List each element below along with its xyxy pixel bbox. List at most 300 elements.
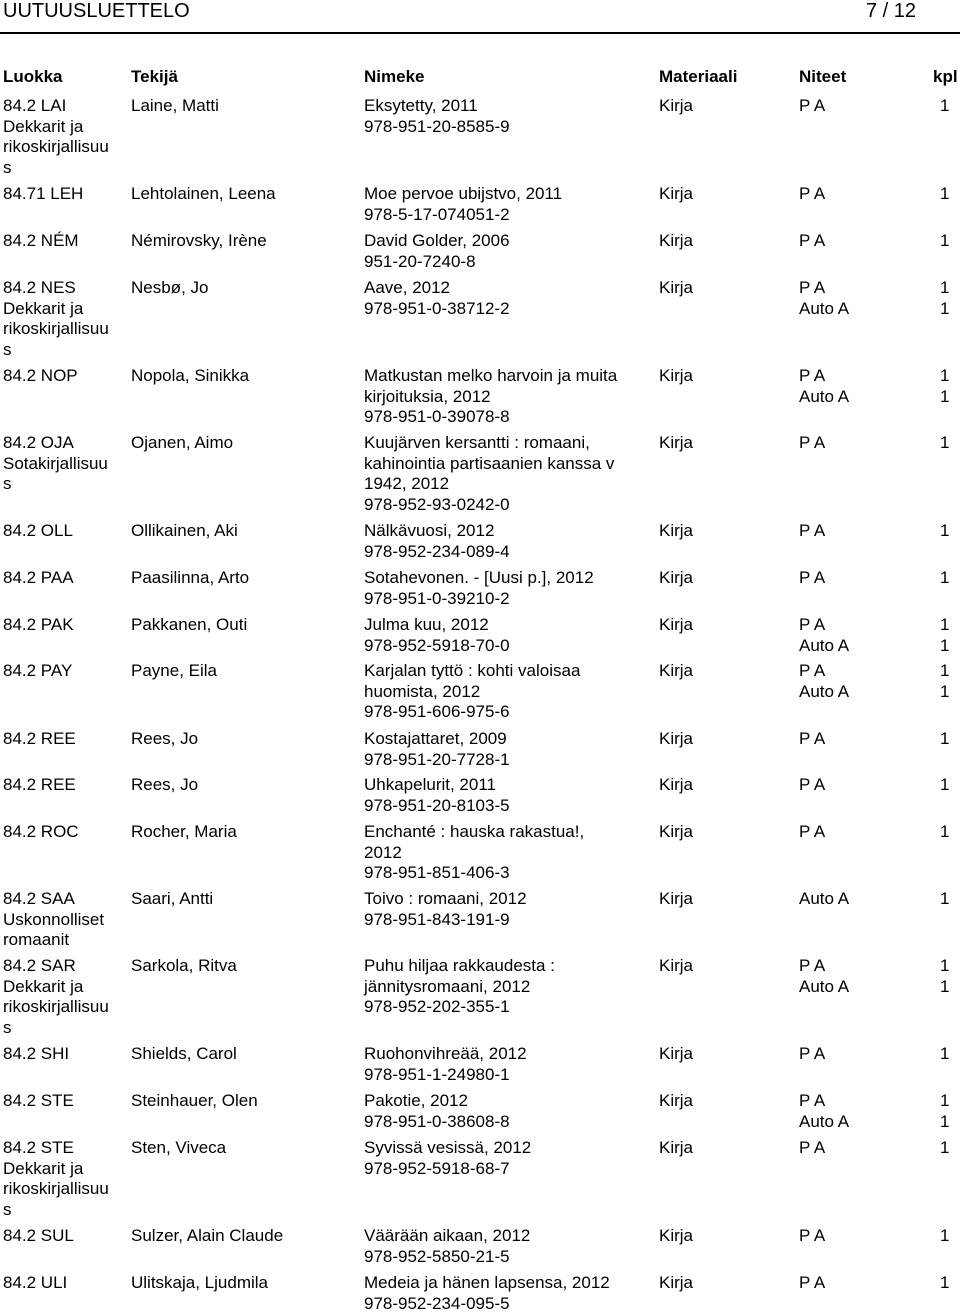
entry-title bbox=[364, 956, 555, 1018]
entry-copies: 1 bbox=[940, 956, 958, 977]
entry-title-line: kirjoituksia, 2012 bbox=[364, 387, 617, 408]
entry-class-line: rikoskirjallisuu bbox=[3, 319, 128, 340]
entry-class-line: 84.2 SHI bbox=[3, 1044, 128, 1065]
entry-count bbox=[940, 729, 958, 750]
entry-author-name: Payne, Eila bbox=[131, 661, 217, 682]
entry-count bbox=[940, 661, 958, 702]
entry-author bbox=[131, 231, 267, 252]
entry-title bbox=[364, 184, 562, 225]
entry-location: Auto A bbox=[799, 299, 919, 320]
entry-class bbox=[3, 433, 128, 495]
entry-author-name: Rocher, Maria bbox=[131, 822, 237, 843]
entry-class-line: 84.2 OLL bbox=[3, 521, 128, 542]
entry-material bbox=[659, 278, 693, 299]
entry-class-line: 84.2 REE bbox=[3, 729, 128, 750]
entry-notes bbox=[799, 661, 919, 702]
entry-material-value: Kirja bbox=[659, 956, 693, 977]
entry-location: P A bbox=[799, 96, 919, 117]
entry-location: P A bbox=[799, 521, 919, 542]
entry-class-line: 84.2 PAY bbox=[3, 661, 128, 682]
entry-notes bbox=[799, 615, 919, 656]
entry-class bbox=[3, 775, 128, 796]
entry-material-value: Kirja bbox=[659, 231, 693, 252]
entry-material bbox=[659, 1273, 693, 1294]
entry-location: P A bbox=[799, 1273, 919, 1294]
entry-copies: 1 bbox=[940, 977, 958, 998]
entry-author bbox=[131, 822, 237, 843]
entry-title bbox=[364, 1044, 527, 1085]
entry-material bbox=[659, 775, 693, 796]
entry-copies: 1 bbox=[940, 1112, 958, 1133]
entry-copies: 1 bbox=[940, 682, 958, 703]
entry-notes bbox=[799, 822, 919, 843]
entry-author bbox=[131, 1091, 258, 1112]
entry-class bbox=[3, 568, 128, 589]
entry-title bbox=[364, 822, 584, 884]
entry-class-line: s bbox=[3, 340, 128, 361]
entry-notes bbox=[799, 1138, 919, 1159]
entry-author-name: Sarkola, Ritva bbox=[131, 956, 237, 977]
entry-notes bbox=[799, 96, 919, 117]
entry-material bbox=[659, 1044, 693, 1065]
entry-location: P A bbox=[799, 1044, 919, 1065]
entry-copies: 1 bbox=[940, 299, 958, 320]
entry-class-line: Dekkarit ja bbox=[3, 977, 128, 998]
entry-author bbox=[131, 1273, 268, 1294]
entry-material-value: Kirja bbox=[659, 278, 693, 299]
entry-title-line: kahinointia partisaanien kanssa v bbox=[364, 454, 614, 475]
entry-title bbox=[364, 521, 510, 562]
entry-location: P A bbox=[799, 568, 919, 589]
entry-copies: 1 bbox=[940, 636, 958, 657]
entry-author-name: Ollikainen, Aki bbox=[131, 521, 238, 542]
entry-author bbox=[131, 521, 238, 542]
entry-title-line: 978-952-5918-70-0 bbox=[364, 636, 510, 657]
entry-notes bbox=[799, 433, 919, 454]
entry-count bbox=[940, 96, 958, 117]
entry-material bbox=[659, 96, 693, 117]
entry-class-line: s bbox=[3, 1018, 128, 1039]
entry-class-line: 84.2 ULI bbox=[3, 1273, 128, 1294]
entry-title-line: Medeia ja hänen lapsensa, 2012 bbox=[364, 1273, 610, 1294]
entry-copies: 1 bbox=[940, 889, 958, 910]
entry-title-line: Moe pervoe ubijstvo, 2011 bbox=[364, 184, 562, 205]
entry-class bbox=[3, 1226, 128, 1247]
entry-author-name: Ulitskaja, Ljudmila bbox=[131, 1273, 268, 1294]
entry-class bbox=[3, 661, 128, 682]
entry-class-line: s bbox=[3, 1200, 128, 1221]
entry-material-value: Kirja bbox=[659, 775, 693, 796]
entry-author-name: Steinhauer, Olen bbox=[131, 1091, 258, 1112]
entry-class-line: rikoskirjallisuu bbox=[3, 1179, 128, 1200]
column-header-title: Nimeke bbox=[364, 67, 424, 87]
entry-class-line: rikoskirjallisuu bbox=[3, 997, 128, 1018]
entry-location: P A bbox=[799, 433, 919, 454]
entry-location: P A bbox=[799, 1226, 919, 1247]
entry-author bbox=[131, 956, 237, 977]
entry-copies: 1 bbox=[940, 184, 958, 205]
entry-material-value: Kirja bbox=[659, 433, 693, 454]
entry-title-line: 1942, 2012 bbox=[364, 474, 614, 495]
entry-location: P A bbox=[799, 822, 919, 843]
entry-count bbox=[940, 568, 958, 589]
entry-copies: 1 bbox=[940, 1138, 958, 1159]
entry-location: P A bbox=[799, 231, 919, 252]
entry-title bbox=[364, 568, 594, 609]
entry-title-line: 978-951-843-191-9 bbox=[364, 910, 527, 931]
entry-title-line: 2012 bbox=[364, 843, 584, 864]
entry-title-line: Syvissä vesissä, 2012 bbox=[364, 1138, 531, 1159]
entry-author bbox=[131, 661, 217, 682]
entry-author-name: Sten, Viveca bbox=[131, 1138, 226, 1159]
entry-class-line: 84.2 SAR bbox=[3, 956, 128, 977]
entry-material-value: Kirja bbox=[659, 729, 693, 750]
entry-title-line: Toivo : romaani, 2012 bbox=[364, 889, 527, 910]
entry-notes bbox=[799, 729, 919, 750]
entry-author bbox=[131, 1138, 226, 1159]
entry-location: P A bbox=[799, 1138, 919, 1159]
entry-count bbox=[940, 521, 958, 542]
entry-material bbox=[659, 521, 693, 542]
entry-location: Auto A bbox=[799, 977, 919, 998]
entry-class-line: 84.2 STE bbox=[3, 1138, 128, 1159]
entry-title-line: Julma kuu, 2012 bbox=[364, 615, 510, 636]
entry-title-line: 978-952-93-0242-0 bbox=[364, 495, 614, 516]
page-header bbox=[0, 0, 960, 32]
entry-author bbox=[131, 184, 276, 205]
entry-material bbox=[659, 231, 693, 252]
entry-title bbox=[364, 661, 580, 723]
entry-title-line: Uhkapelurit, 2011 bbox=[364, 775, 510, 796]
entry-class bbox=[3, 1138, 128, 1220]
entry-material bbox=[659, 729, 693, 750]
entry-count bbox=[940, 184, 958, 205]
entry-copies: 1 bbox=[940, 568, 958, 589]
entry-location: P A bbox=[799, 729, 919, 750]
entry-title-line: Ruohonvihreää, 2012 bbox=[364, 1044, 527, 1065]
entry-title-line: 978-951-1-24980-1 bbox=[364, 1065, 527, 1086]
entry-title bbox=[364, 366, 617, 428]
entry-copies: 1 bbox=[940, 387, 958, 408]
entry-title bbox=[364, 1091, 510, 1132]
entry-material bbox=[659, 433, 693, 454]
entry-copies: 1 bbox=[940, 1226, 958, 1247]
entry-title bbox=[364, 775, 510, 816]
entry-count bbox=[940, 1226, 958, 1247]
entry-copies: 1 bbox=[940, 366, 958, 387]
entry-notes bbox=[799, 184, 919, 205]
entry-class-line: Dekkarit ja bbox=[3, 117, 128, 138]
entry-class-line: 84.2 ROC bbox=[3, 822, 128, 843]
entry-class bbox=[3, 956, 128, 1038]
entry-class bbox=[3, 96, 128, 178]
column-header-class: Luokka bbox=[3, 67, 63, 87]
entry-copies: 1 bbox=[940, 278, 958, 299]
entry-title-line: 978-951-0-38608-8 bbox=[364, 1112, 510, 1133]
entry-material-value: Kirja bbox=[659, 822, 693, 843]
entry-author bbox=[131, 96, 219, 117]
entry-title-line: 978-952-234-095-5 bbox=[364, 1294, 610, 1314]
entry-class bbox=[3, 521, 128, 542]
entry-location: P A bbox=[799, 1091, 919, 1112]
entry-material bbox=[659, 184, 693, 205]
entry-copies: 1 bbox=[940, 231, 958, 252]
entry-material-value: Kirja bbox=[659, 366, 693, 387]
entry-author-name: Pakkanen, Outi bbox=[131, 615, 247, 636]
entry-class-line: 84.2 REE bbox=[3, 775, 128, 796]
entry-notes bbox=[799, 775, 919, 796]
column-header-author: Tekijä bbox=[131, 67, 178, 87]
entry-class-line: s bbox=[3, 474, 128, 495]
entry-material-value: Kirja bbox=[659, 1044, 693, 1065]
entry-location: P A bbox=[799, 775, 919, 796]
entry-count bbox=[940, 366, 958, 407]
entry-material bbox=[659, 1226, 693, 1247]
entry-class-line: 84.71 LEH bbox=[3, 184, 128, 205]
entry-count bbox=[940, 822, 958, 843]
entry-title-line: Pakotie, 2012 bbox=[364, 1091, 510, 1112]
entry-notes bbox=[799, 1273, 919, 1294]
entry-notes bbox=[799, 956, 919, 997]
entry-class-line: 84.2 NES bbox=[3, 278, 128, 299]
entry-material bbox=[659, 366, 693, 387]
entry-material-value: Kirja bbox=[659, 96, 693, 117]
entry-class bbox=[3, 1044, 128, 1065]
entry-title-line: 978-5-17-074051-2 bbox=[364, 205, 562, 226]
page-number: 7 / 12 bbox=[866, 0, 916, 22]
entry-material bbox=[659, 1138, 693, 1159]
entry-class-line: 84.2 PAA bbox=[3, 568, 128, 589]
column-header-count: kpl bbox=[933, 67, 958, 87]
entry-class-line: s bbox=[3, 158, 128, 179]
entry-title-line: Puhu hiljaa rakkaudesta : bbox=[364, 956, 555, 977]
entry-count bbox=[940, 231, 958, 252]
entry-material-value: Kirja bbox=[659, 1091, 693, 1112]
entry-class bbox=[3, 231, 128, 252]
entry-copies: 1 bbox=[940, 615, 958, 636]
entry-material-value: Kirja bbox=[659, 1138, 693, 1159]
entry-material-value: Kirja bbox=[659, 1273, 693, 1294]
entry-title-line: 978-952-234-089-4 bbox=[364, 542, 510, 563]
entry-author bbox=[131, 366, 249, 387]
entry-title-line: Eksytetty, 2011 bbox=[364, 96, 510, 117]
entry-title-line: 978-951-606-975-6 bbox=[364, 702, 580, 723]
entry-author bbox=[131, 615, 247, 636]
entry-class bbox=[3, 729, 128, 750]
entry-class-line: 84.2 NÉM bbox=[3, 231, 128, 252]
entry-author bbox=[131, 278, 208, 299]
entry-material bbox=[659, 568, 693, 589]
entry-author bbox=[131, 889, 213, 910]
entry-material-value: Kirja bbox=[659, 568, 693, 589]
entry-class-line: 84.2 NOP bbox=[3, 366, 128, 387]
entry-location: P A bbox=[799, 661, 919, 682]
entry-material bbox=[659, 1091, 693, 1112]
entry-material-value: Kirja bbox=[659, 615, 693, 636]
entry-count bbox=[940, 433, 958, 454]
entry-title bbox=[364, 889, 527, 930]
entry-class bbox=[3, 278, 128, 360]
entry-class bbox=[3, 1091, 128, 1112]
entry-count bbox=[940, 1044, 958, 1065]
entry-count bbox=[940, 278, 958, 319]
entry-title-line: Kostajattaret, 2009 bbox=[364, 729, 510, 750]
entry-title-line: huomista, 2012 bbox=[364, 682, 580, 703]
entry-material-value: Kirja bbox=[659, 889, 693, 910]
entry-copies: 1 bbox=[940, 1091, 958, 1112]
entry-notes bbox=[799, 278, 919, 319]
entry-author bbox=[131, 1044, 237, 1065]
entry-material bbox=[659, 889, 693, 910]
entry-title-line: Kuujärven kersantti : romaani, bbox=[364, 433, 614, 454]
entry-title-line: 978-952-5850-21-5 bbox=[364, 1247, 530, 1268]
entry-title-line: 978-951-20-7728-1 bbox=[364, 750, 510, 771]
entry-notes bbox=[799, 889, 919, 910]
entry-copies: 1 bbox=[940, 521, 958, 542]
entry-class bbox=[3, 366, 128, 387]
entry-count bbox=[940, 889, 958, 910]
entry-title-line: Karjalan tyttö : kohti valoisaa bbox=[364, 661, 580, 682]
entry-author-name: Saari, Antti bbox=[131, 889, 213, 910]
entry-copies: 1 bbox=[940, 96, 958, 117]
entry-notes bbox=[799, 231, 919, 252]
entry-class-line: Dekkarit ja bbox=[3, 1159, 128, 1180]
entry-copies: 1 bbox=[940, 433, 958, 454]
entry-author-name: Laine, Matti bbox=[131, 96, 219, 117]
entry-location: Auto A bbox=[799, 889, 919, 910]
entry-title-line: 978-952-202-355-1 bbox=[364, 997, 555, 1018]
entry-author bbox=[131, 775, 198, 796]
entry-author-name: Rees, Jo bbox=[131, 775, 198, 796]
entry-title bbox=[364, 1273, 610, 1314]
entry-class-line: Dekkarit ja bbox=[3, 299, 128, 320]
entry-title bbox=[364, 615, 510, 656]
entry-title-line: Sotahevonen. - [Uusi p.], 2012 bbox=[364, 568, 594, 589]
entry-copies: 1 bbox=[940, 729, 958, 750]
entry-title-line: Aave, 2012 bbox=[364, 278, 510, 299]
entry-title-line: 978-951-20-8585-9 bbox=[364, 117, 510, 138]
entry-class bbox=[3, 1273, 128, 1294]
entry-notes bbox=[799, 521, 919, 542]
column-header-notes: Niteet bbox=[799, 67, 846, 87]
entry-class bbox=[3, 889, 128, 951]
entry-title bbox=[364, 729, 510, 770]
entry-title-line: 978-951-0-39210-2 bbox=[364, 589, 594, 610]
entry-class-line: Uskonnolliset bbox=[3, 910, 128, 931]
entry-copies: 1 bbox=[940, 822, 958, 843]
entry-location: P A bbox=[799, 615, 919, 636]
entry-title-line: Enchanté : hauska rakastua!, bbox=[364, 822, 584, 843]
entry-location: Auto A bbox=[799, 1112, 919, 1133]
entry-title-line: 978-951-0-38712-2 bbox=[364, 299, 510, 320]
entry-material-value: Kirja bbox=[659, 184, 693, 205]
entry-title-line: 978-951-20-8103-5 bbox=[364, 796, 510, 817]
entry-location: P A bbox=[799, 366, 919, 387]
entry-class bbox=[3, 184, 128, 205]
entry-class-line: romaanit bbox=[3, 930, 128, 951]
entry-class-line: 84.2 SUL bbox=[3, 1226, 128, 1247]
entry-author-name: Sulzer, Alain Claude bbox=[131, 1226, 283, 1247]
entry-title-line: jännitysromaani, 2012 bbox=[364, 977, 555, 998]
entry-notes bbox=[799, 1044, 919, 1065]
entry-title bbox=[364, 1138, 531, 1179]
entry-count bbox=[940, 1273, 958, 1294]
entry-author-name: Lehtolainen, Leena bbox=[131, 184, 276, 205]
entry-class-line: 84.2 STE bbox=[3, 1091, 128, 1112]
entry-material-value: Kirja bbox=[659, 1226, 693, 1247]
entry-location: P A bbox=[799, 278, 919, 299]
page-title: UUTUUSLUETTELO bbox=[3, 0, 190, 22]
entry-material-value: Kirja bbox=[659, 521, 693, 542]
entry-author-name: Némirovsky, Irène bbox=[131, 231, 267, 252]
entry-author-name: Nopola, Sinikka bbox=[131, 366, 249, 387]
entry-title-line: Matkustan melko harvoin ja muita bbox=[364, 366, 617, 387]
entry-title-line: Nälkävuosi, 2012 bbox=[364, 521, 510, 542]
entry-author-name: Paasilinna, Arto bbox=[131, 568, 249, 589]
entry-count bbox=[940, 956, 958, 997]
entry-title-line: 978-951-0-39078-8 bbox=[364, 407, 617, 428]
entry-location: Auto A bbox=[799, 682, 919, 703]
entry-author bbox=[131, 433, 233, 454]
entry-title bbox=[364, 1226, 530, 1267]
entry-location: P A bbox=[799, 956, 919, 977]
entry-title-line: Väärään aikaan, 2012 bbox=[364, 1226, 530, 1247]
entry-class bbox=[3, 615, 128, 636]
entry-title-line: 978-952-5918-68-7 bbox=[364, 1159, 531, 1180]
entry-count bbox=[940, 615, 958, 656]
entry-material bbox=[659, 956, 693, 977]
entry-material-value: Kirja bbox=[659, 661, 693, 682]
header-divider bbox=[0, 32, 960, 34]
entry-count bbox=[940, 1138, 958, 1159]
entry-title bbox=[364, 278, 510, 319]
entry-class bbox=[3, 822, 128, 843]
column-header-material: Materiaali bbox=[659, 67, 737, 87]
entry-title-line: David Golder, 2006 bbox=[364, 231, 510, 252]
entry-title-line: 951-20-7240-8 bbox=[364, 252, 510, 273]
entry-material bbox=[659, 822, 693, 843]
entry-class-line: rikoskirjallisuu bbox=[3, 137, 128, 158]
entry-author-name: Nesbø, Jo bbox=[131, 278, 208, 299]
entry-title-line: 978-951-851-406-3 bbox=[364, 863, 584, 884]
entry-count bbox=[940, 775, 958, 796]
entry-notes bbox=[799, 366, 919, 407]
entry-title bbox=[364, 433, 614, 515]
entry-material bbox=[659, 661, 693, 682]
entry-author bbox=[131, 1226, 283, 1247]
entry-author bbox=[131, 568, 249, 589]
entry-author-name: Rees, Jo bbox=[131, 729, 198, 750]
entry-copies: 1 bbox=[940, 1273, 958, 1294]
entry-class-line: 84.2 PAK bbox=[3, 615, 128, 636]
entry-class-line: Sotakirjallisuu bbox=[3, 454, 128, 475]
entry-location: Auto A bbox=[799, 636, 919, 657]
entry-notes bbox=[799, 568, 919, 589]
entry-notes bbox=[799, 1226, 919, 1247]
entry-copies: 1 bbox=[940, 661, 958, 682]
entry-count bbox=[940, 1091, 958, 1132]
entry-copies: 1 bbox=[940, 1044, 958, 1065]
entry-title bbox=[364, 96, 510, 137]
entry-notes bbox=[799, 1091, 919, 1132]
entry-material bbox=[659, 615, 693, 636]
entry-location: Auto A bbox=[799, 387, 919, 408]
entry-class-line: 84.2 OJA bbox=[3, 433, 128, 454]
entry-author-name: Shields, Carol bbox=[131, 1044, 237, 1065]
entry-copies: 1 bbox=[940, 775, 958, 796]
entry-author-name: Ojanen, Aimo bbox=[131, 433, 233, 454]
entry-title bbox=[364, 231, 510, 272]
